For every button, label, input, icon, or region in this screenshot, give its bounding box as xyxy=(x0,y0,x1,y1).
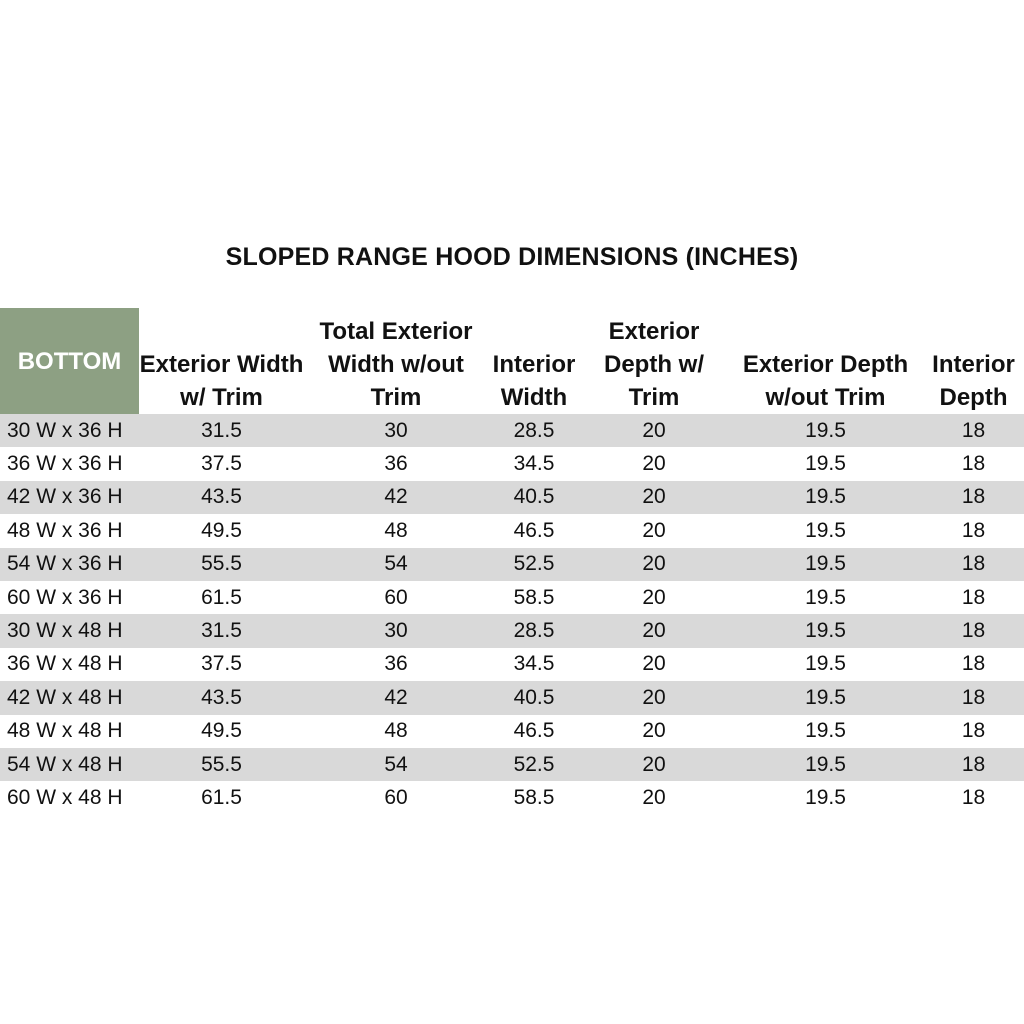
cell-ext-depth-no-trim: 19.5 xyxy=(805,585,846,609)
cell-int-width: 40.5 xyxy=(488,681,580,714)
header-exterior-width-with-trim: Exterior Width w/ Trim xyxy=(139,351,304,411)
cell-size: 48 W x 48 H xyxy=(7,719,123,743)
table-row xyxy=(0,481,1024,514)
header-interior-depth: Interior Depth xyxy=(932,351,1015,411)
cell-total-ext-width: 36 xyxy=(384,452,408,476)
cell-ext-depth-no-trim: 19.5 xyxy=(728,614,923,647)
cell-ext-depth-trim: 20 xyxy=(580,414,728,447)
cell-int-width: 58.5 xyxy=(513,785,555,809)
cell-total-ext-width: 48 xyxy=(384,719,408,743)
table-row xyxy=(0,614,1024,647)
header-exterior-depth-without-trim: Exterior Depth w/out Trim xyxy=(742,351,909,411)
table-row xyxy=(0,514,1024,547)
cell-total-ext-width: 54 xyxy=(304,548,488,581)
cell-int-depth: 18 xyxy=(923,414,1024,447)
table-row xyxy=(0,681,1024,714)
cell-ext-depth-no-trim: 19.5 xyxy=(805,452,846,476)
cell-ext-depth-trim: 20 xyxy=(580,614,728,647)
table-row xyxy=(0,715,1024,748)
cell-ext-width-trim: 37.5 xyxy=(201,452,242,476)
cell-ext-width-trim: 49.5 xyxy=(201,518,242,542)
cell-ext-depth-trim: 20 xyxy=(580,548,728,581)
cell-int-width: 58.5 xyxy=(513,585,555,609)
table-row xyxy=(0,648,1024,681)
cell-ext-width-trim: 43.5 xyxy=(139,681,304,714)
cell-int-width: 34.5 xyxy=(513,452,555,476)
cell-total-ext-width: 42 xyxy=(304,681,488,714)
cell-ext-depth-no-trim: 19.5 xyxy=(805,785,846,809)
cell-int-depth: 18 xyxy=(961,452,986,476)
cell-ext-depth-no-trim: 19.5 xyxy=(728,681,923,714)
cell-ext-depth-no-trim: 19.5 xyxy=(728,748,923,781)
cell-ext-depth-no-trim: 19.5 xyxy=(728,414,923,447)
cell-ext-width-trim: 61.5 xyxy=(201,785,242,809)
cell-size: 42 W x 36 H xyxy=(0,481,139,514)
cell-total-ext-width: 60 xyxy=(384,585,408,609)
cell-int-depth: 18 xyxy=(961,652,986,676)
cell-ext-depth-trim: 20 xyxy=(580,681,728,714)
cell-ext-width-trim: 55.5 xyxy=(139,748,304,781)
cell-ext-depth-trim: 20 xyxy=(642,652,666,676)
cell-size: 30 W x 36 H xyxy=(0,414,139,447)
table-row xyxy=(0,748,1024,781)
table-row xyxy=(0,581,1024,614)
cell-ext-depth-no-trim: 19.5 xyxy=(728,481,923,514)
cell-total-ext-width: 30 xyxy=(304,414,488,447)
cell-int-depth: 18 xyxy=(923,548,1024,581)
cell-size: 36 W x 48 H xyxy=(7,652,123,676)
cell-ext-depth-trim: 20 xyxy=(642,518,666,542)
dimensions-table xyxy=(0,308,1024,815)
cell-ext-depth-trim: 20 xyxy=(642,452,666,476)
cell-int-depth: 18 xyxy=(961,518,986,542)
header-bottom: BOTTOM xyxy=(0,308,139,414)
cell-size: 30 W x 48 H xyxy=(0,614,139,647)
cell-total-ext-width: 48 xyxy=(384,518,408,542)
header-interior-width: Interior Width xyxy=(492,351,576,411)
cell-ext-depth-no-trim: 19.5 xyxy=(805,719,846,743)
cell-total-ext-width: 60 xyxy=(384,785,408,809)
cell-size: 54 W x 48 H xyxy=(0,748,139,781)
cell-total-ext-width: 30 xyxy=(304,614,488,647)
cell-ext-depth-trim: 20 xyxy=(642,719,666,743)
cell-int-depth: 18 xyxy=(961,585,986,609)
table-row xyxy=(0,781,1024,814)
cell-ext-width-trim: 61.5 xyxy=(201,585,242,609)
cell-int-width: 52.5 xyxy=(488,748,580,781)
cell-ext-depth-no-trim: 19.5 xyxy=(805,518,846,542)
cell-ext-width-trim: 55.5 xyxy=(139,548,304,581)
cell-int-width: 28.5 xyxy=(488,614,580,647)
cell-size: 54 W x 36 H xyxy=(0,548,139,581)
cell-ext-width-trim: 37.5 xyxy=(201,652,242,676)
cell-int-depth: 18 xyxy=(923,481,1024,514)
cell-size: 36 W x 36 H xyxy=(7,452,123,476)
cell-ext-depth-no-trim: 19.5 xyxy=(728,548,923,581)
cell-int-depth: 18 xyxy=(923,681,1024,714)
cell-int-width: 46.5 xyxy=(513,719,555,743)
cell-ext-depth-trim: 20 xyxy=(580,481,728,514)
table-title: SLOPED RANGE HOOD DIMENSIONS (INCHES) xyxy=(225,243,799,271)
cell-ext-width-trim: 31.5 xyxy=(139,614,304,647)
table-row xyxy=(0,548,1024,581)
cell-int-depth: 18 xyxy=(923,748,1024,781)
cell-int-width: 52.5 xyxy=(488,548,580,581)
cell-ext-width-trim: 31.5 xyxy=(139,414,304,447)
header-total-exterior-width-without-trim: Total Exterior Width w/out Trim xyxy=(319,318,473,411)
cell-int-width: 46.5 xyxy=(513,518,555,542)
cell-ext-depth-trim: 20 xyxy=(580,748,728,781)
cell-int-width: 28.5 xyxy=(488,414,580,447)
table-row xyxy=(0,414,1024,447)
cell-int-width: 34.5 xyxy=(513,652,555,676)
cell-total-ext-width: 36 xyxy=(384,652,408,676)
cell-size: 60 W x 48 H xyxy=(7,785,123,809)
cell-int-depth: 18 xyxy=(961,719,986,743)
cell-total-ext-width: 54 xyxy=(304,748,488,781)
cell-total-ext-width: 42 xyxy=(304,481,488,514)
cell-ext-depth-trim: 20 xyxy=(642,785,666,809)
cell-int-depth: 18 xyxy=(961,785,986,809)
cell-int-width: 40.5 xyxy=(488,481,580,514)
header-exterior-depth-with-trim: Exterior Depth w/ Trim xyxy=(604,318,704,411)
cell-size: 60 W x 36 H xyxy=(7,585,123,609)
cell-size: 48 W x 36 H xyxy=(7,518,123,542)
header-row xyxy=(0,308,1024,414)
cell-int-depth: 18 xyxy=(923,614,1024,647)
cell-ext-depth-no-trim: 19.5 xyxy=(805,652,846,676)
cell-ext-width-trim: 43.5 xyxy=(139,481,304,514)
cell-ext-width-trim: 49.5 xyxy=(201,719,242,743)
cell-ext-depth-trim: 20 xyxy=(642,585,666,609)
table-row xyxy=(0,447,1024,480)
cell-size: 42 W x 48 H xyxy=(0,681,139,714)
